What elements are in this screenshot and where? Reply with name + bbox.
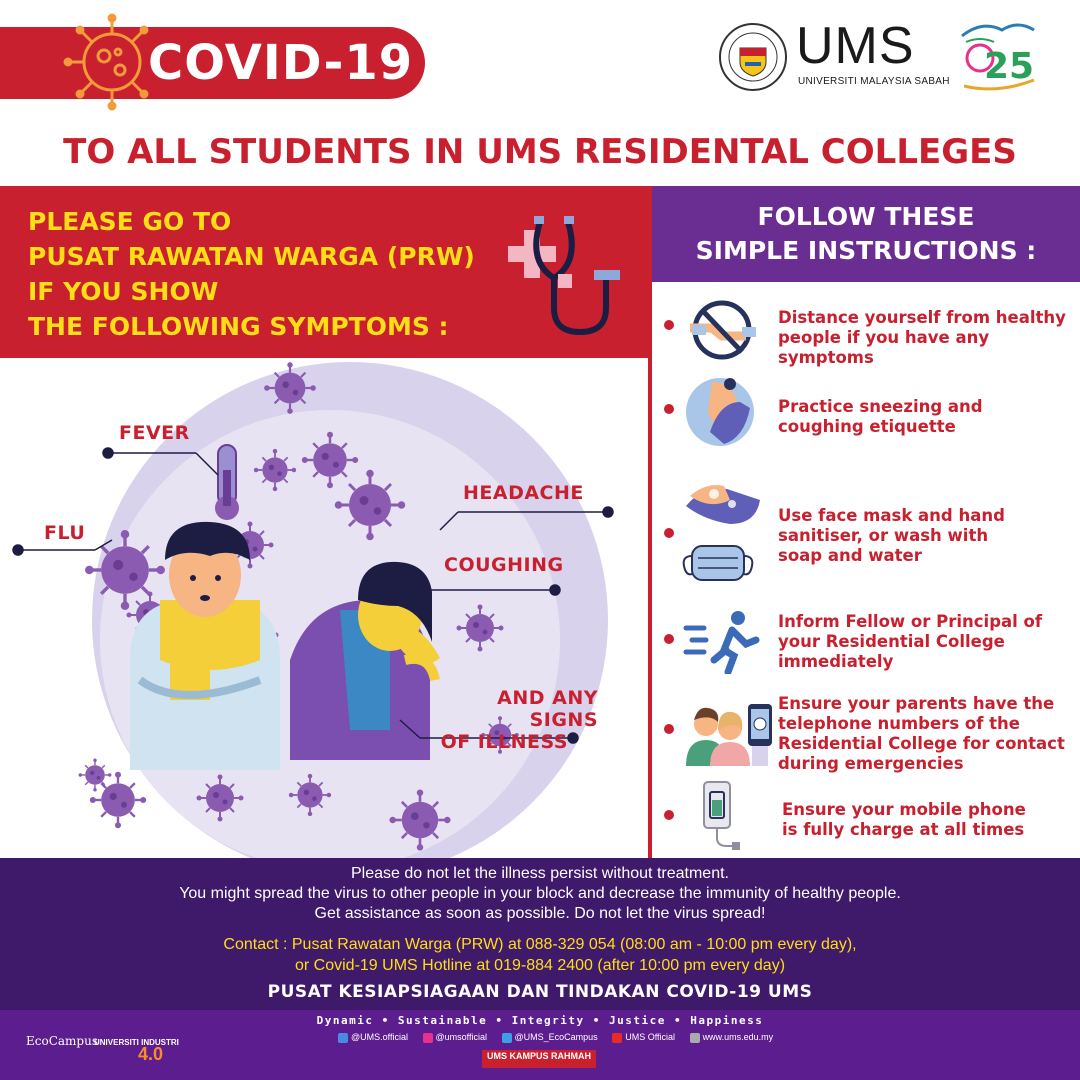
instruction-line: Practice sneezing and <box>778 397 983 416</box>
ums-full-name: UNIVERSITI MALAYSIA SABAH <box>798 76 950 87</box>
instruction-line: symptoms <box>778 348 874 367</box>
instruction-line: telephone numbers of the <box>778 714 1020 733</box>
instruction-line: Inform Fellow or Principal of <box>778 612 1043 631</box>
social-website[interactable] <box>690 1032 774 1042</box>
instruction-distance <box>660 300 1075 380</box>
instruction-sneezing <box>660 372 1075 452</box>
symptom-signs-of-illness <box>422 687 598 753</box>
organization-name: PUSAT KESIAPSIAGAAN DAN TINDAKAN COVID-19 UMS <box>267 982 813 1002</box>
panel-divider <box>648 186 652 858</box>
instruction-line: people if you have any <box>778 328 990 347</box>
contact-line-1: Contact : Pusat Rawatan Warga (PRW) at 088-329 054 (08:00 am - 10:00 pm every day), <box>223 936 857 953</box>
social-facebook[interactable] <box>338 1032 408 1042</box>
symptom-fever: FEVER <box>119 422 190 444</box>
stethoscope-icon <box>500 210 640 340</box>
instructions-heading-line-1: FOLLOW THESE <box>757 202 975 231</box>
main-heading: TO ALL STUDENTS IN UMS RESIDENTAL COLLEGES <box>63 132 1017 172</box>
instruction-distance-text <box>778 308 1073 368</box>
kampus-rahmah-badge: UMS KAMPUS RAHMAH <box>482 1050 596 1068</box>
symptoms-illustration <box>0 358 648 858</box>
instruction-line: Use face mask and hand <box>778 506 1005 525</box>
instruction-parents-contact <box>660 690 1075 780</box>
social-instagram[interactable] <box>423 1032 488 1042</box>
instruction-line: coughing etiquette <box>778 417 956 436</box>
instruction-mask-sanitiser <box>660 476 1075 596</box>
social-label: UMS Official <box>625 1032 676 1042</box>
instruction-line: is fully charge at all times <box>782 820 1025 839</box>
social-links <box>338 1032 785 1043</box>
instruction-phone-charge <box>660 780 1075 860</box>
symptom-signs-line-1: AND ANY SIGNS <box>497 687 598 731</box>
ums-logo-text: UMS <box>796 17 915 75</box>
bullet-dot <box>664 810 674 820</box>
instruction-line: sanitiser, or wash with <box>778 526 989 545</box>
instruction-inform-text <box>778 612 1073 672</box>
ums-25-years-logo <box>958 18 1038 93</box>
symptom-signs-line-2: OF ILLNESS <box>440 731 568 753</box>
symptoms-line-3: IF YOU SHOW <box>28 277 219 306</box>
social-youtube[interactable] <box>612 1032 675 1042</box>
instruction-mask-text <box>778 506 1073 566</box>
no-handshake-icon <box>682 300 762 362</box>
instruction-line: Distance yourself from healthy <box>778 308 1066 327</box>
bottom-message-line-2: You might spread the virus to other people in your block and decrease the immunity of healthy people. <box>179 885 901 902</box>
bottom-message-line-1: Please do not let the illness persist without treatment. <box>351 865 729 882</box>
instruction-parents-text <box>778 694 1073 774</box>
instruction-line: Residential College for contact <box>778 734 1065 753</box>
bullet-dot <box>664 724 674 734</box>
instruction-line: your Residential College <box>778 632 1005 651</box>
bullet-dot <box>664 404 674 414</box>
facebook-icon <box>338 1033 348 1043</box>
eco-campus-logo: EcoCampus <box>26 1034 98 1048</box>
charging-phone-icon <box>700 780 740 852</box>
symptoms-instruction <box>28 204 548 344</box>
handwash-mask-icon <box>682 476 772 596</box>
globe-icon <box>690 1033 700 1043</box>
ums-seal-logo <box>718 22 788 92</box>
instagram-icon <box>423 1033 433 1043</box>
motto: Dynamic • Sustainable • Integrity • Justice • Happiness <box>316 1014 764 1027</box>
contact-info <box>0 934 1080 976</box>
instruction-line: Ensure your mobile phone <box>782 800 1026 819</box>
instruction-line: Ensure your parents have the <box>778 694 1055 713</box>
universiti-industri-logo: UNIVERSITI INDUSTRI <box>94 1038 179 1047</box>
symptoms-line-4: THE FOLLOWING SYMPTOMS : <box>28 312 449 341</box>
running-person-icon <box>682 608 762 674</box>
twitter-icon <box>502 1033 512 1043</box>
covid-title: COVID-19 <box>148 35 414 91</box>
virus-logo-icon <box>62 12 162 112</box>
instructions-heading-line-2: SIMPLE INSTRUCTIONS : <box>695 236 1037 265</box>
bottom-message <box>0 864 1080 924</box>
bottom-message-line-3: Get assistance as soon as possible. Do not let the virus spread! <box>314 905 766 922</box>
instruction-inform-principal <box>660 606 1075 686</box>
contact-line-2: or Covid-19 UMS Hotline at 019-884 2400 (after 10:00 pm every day) <box>294 957 786 974</box>
industri-version: 4.0 <box>138 1044 164 1064</box>
social-label: @UMS.official <box>351 1032 408 1042</box>
instruction-line: soap and water <box>778 546 922 565</box>
instruction-line: immediately <box>778 652 894 671</box>
bullet-dot <box>664 320 674 330</box>
parents-phone-icon <box>682 700 778 770</box>
symptom-flu: FLU <box>44 522 86 544</box>
symptom-headache: HEADACHE <box>463 482 584 504</box>
sneeze-icon <box>682 372 762 452</box>
bullet-dot <box>664 528 674 538</box>
social-twitter[interactable] <box>502 1032 598 1042</box>
social-label: @umsofficial <box>435 1032 487 1042</box>
youtube-icon <box>612 1033 622 1043</box>
symptoms-line-2: PUSAT RAWATAN WARGA (PRW) <box>28 242 475 271</box>
bullet-dot <box>664 634 674 644</box>
anniversary-number: 25 <box>984 46 1035 87</box>
social-label: @UMS_EcoCampus <box>514 1032 598 1042</box>
symptoms-line-1: PLEASE GO TO <box>28 207 232 236</box>
social-label: www.ums.edu.my <box>702 1032 774 1042</box>
instruction-sneezing-text <box>778 397 1073 437</box>
symptom-coughing: COUGHING <box>444 554 564 576</box>
instructions-heading <box>652 200 1080 268</box>
instruction-phone-text <box>782 800 1077 840</box>
instruction-line: during emergencies <box>778 754 964 773</box>
